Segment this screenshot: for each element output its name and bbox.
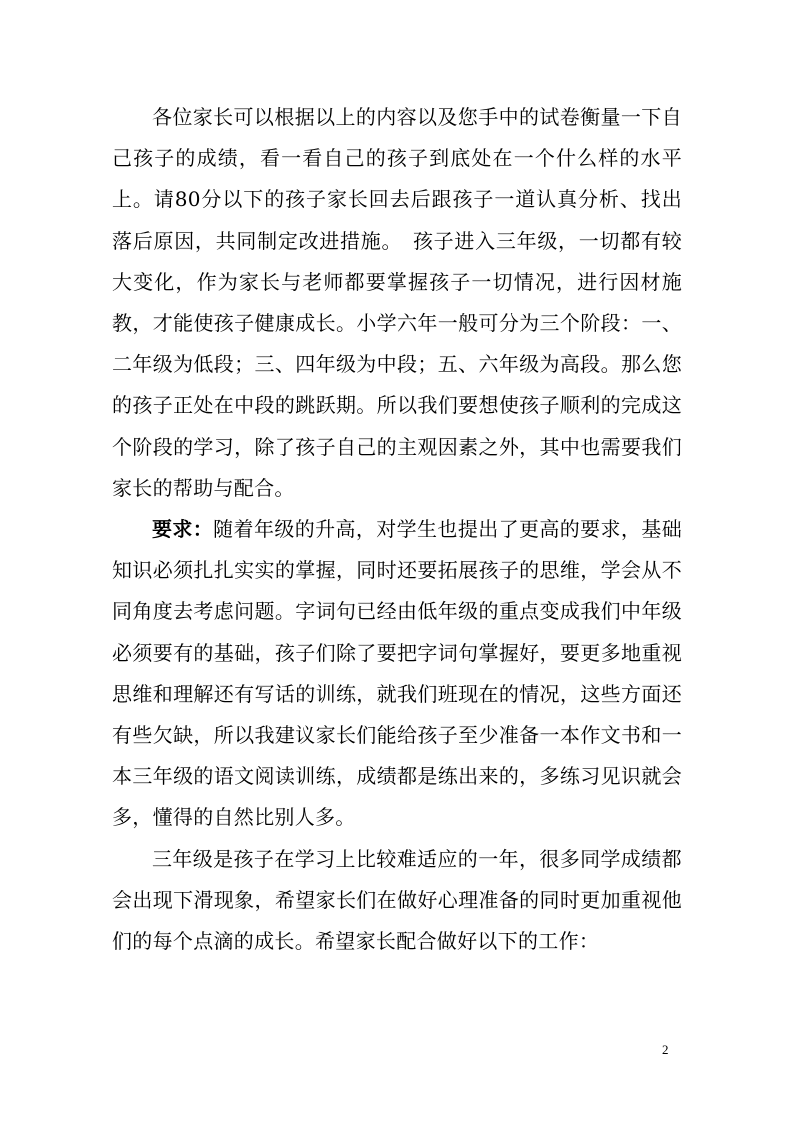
paragraph-text: 随着年级的升高，对学生也提出了更高的要求，基础知识必须扎扎实实的掌握，同时还要拓展孩子的思维，学会从不同角度去考虑问题。字词句已经由低年级的重点变成我们中年级必须要有的基础，孩子们除了要把字词句掌握好，要更多地重视思维和理解还有写话的训练，就我们班现在的情况，这些方面还有些欠缺，所以我建议家长们能给孩子至少准备一本作文书和一本三年级的语文阅读训练，成绩都是练出来的，多练习见识就会多，懂得的自然比别人多。 xyxy=(112,517,682,830)
document-body xyxy=(112,97,682,962)
requirements-label: 要求： xyxy=(152,517,214,542)
page-number: 2 xyxy=(662,1042,669,1057)
paragraph-requirements xyxy=(112,509,682,839)
paragraph-third-grade xyxy=(112,839,682,963)
paragraph-text: 三年级是孩子在学习上比较难适应的一年，很多同学成绩都会出现下滑现象，希望家长们在做好心理准备的同时更加重视他们的每个点滴的成长。希望家长配合做好以下的工作： xyxy=(112,846,682,954)
paragraph-parent-guidance xyxy=(112,97,682,509)
paragraph-text: 各位家长可以根据以上的内容以及您手中的试卷衡量一下自己孩子的成绩，看一看自己的孩子到底处在一个什么样的水平上。请80分以下的孩子家长回去后跟孩子一道认真分析、找出落后原因，共同制定改进措施。 孩子进入三年级，一切都有较大变化，作为家长与老师都要掌握孩子一切情况，进行因材施教，才能使孩子健康成长。小学六年一般可分为三个阶段：一、二年级为低段；三、四年级为中段；五、六年级为高段。那么您的孩子正处在中段的跳跃期。所以我们要想使孩子顺利的完成这个阶段的学习，除了孩子自己的主观因素之外，其中也需要我们家长的帮助与配合。 xyxy=(112,105,682,500)
